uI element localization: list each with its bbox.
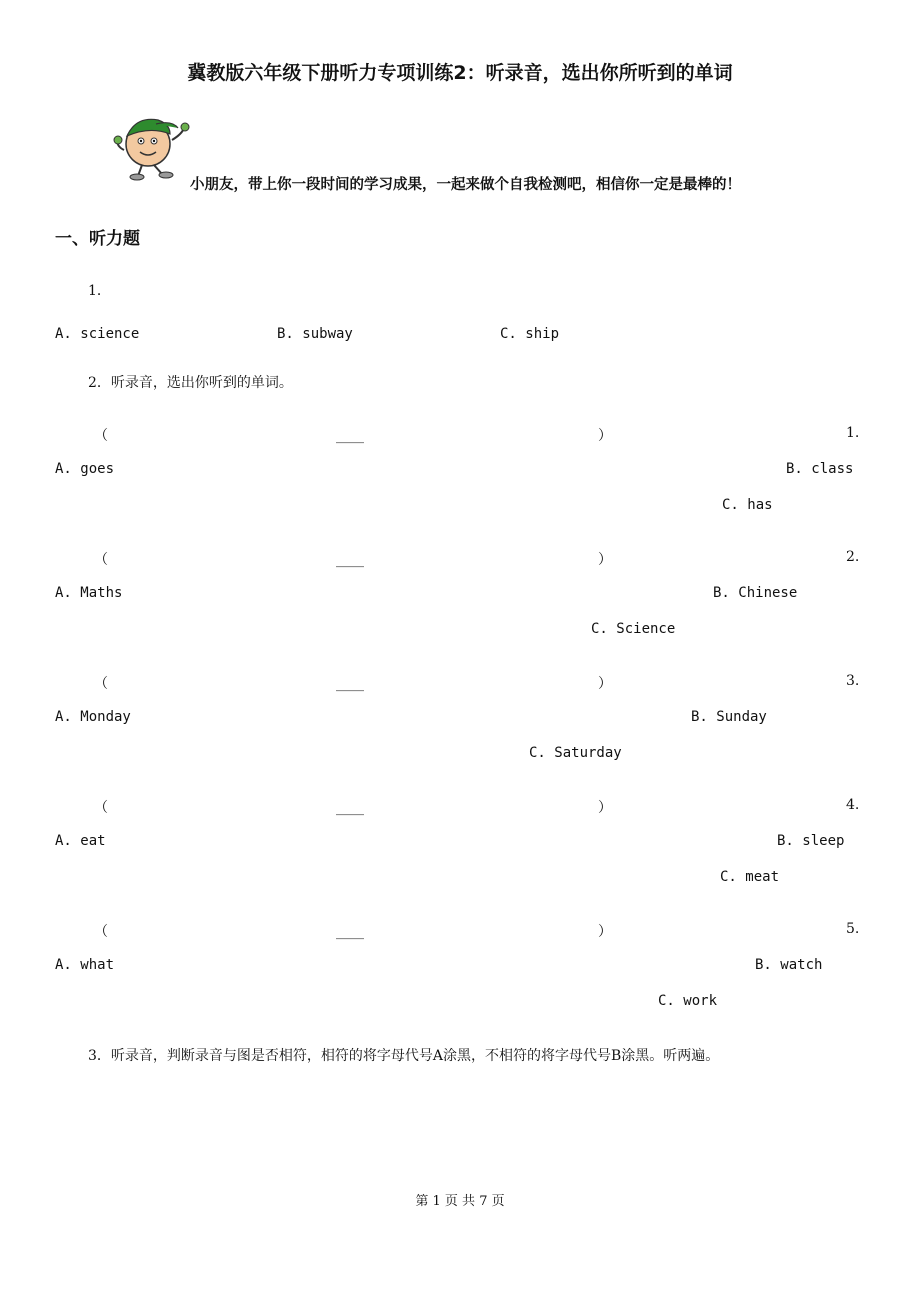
q2-item1-option-b[interactable]: B. class bbox=[786, 461, 854, 477]
q2-item1-blank[interactable]: ____ bbox=[336, 428, 364, 444]
q2-item1-close-paren: ） bbox=[598, 428, 612, 444]
q2-item5-number: 5. bbox=[846, 921, 860, 937]
q2-item1-open-paren: （ bbox=[94, 428, 108, 444]
q2-item2-option-a[interactable]: A. Maths bbox=[55, 585, 123, 601]
q2-item5-close-paren: ） bbox=[598, 924, 612, 940]
intro-text: 小朋友，带上你一段时间的学习成果，一起来做个自我检测吧，相信你一定是最棒的！ bbox=[190, 177, 741, 193]
q2-item2-blank[interactable]: ____ bbox=[336, 552, 364, 568]
q2-item3-option-c[interactable]: C. Saturday bbox=[529, 745, 622, 761]
q2-item4-blank[interactable]: ____ bbox=[336, 800, 364, 816]
q2-item2-option-b[interactable]: B. Chinese bbox=[713, 585, 798, 601]
q1-number: 1． bbox=[88, 283, 111, 299]
q2-item5-open-paren: （ bbox=[94, 924, 108, 940]
q2-item1-option-a[interactable]: A. goes bbox=[55, 461, 115, 477]
q1-option-c[interactable]: C. ship bbox=[500, 326, 560, 342]
q2-item1-option-c[interactable]: C. has bbox=[722, 497, 773, 513]
page-footer: 第 1 页 共 7 页 bbox=[415, 1194, 505, 1209]
q2-item3-number: 3. bbox=[846, 673, 860, 689]
q2-item1-number: 1. bbox=[846, 425, 860, 441]
q2-item4-number: 4. bbox=[846, 797, 860, 813]
q2-item2-option-c[interactable]: C. Science bbox=[591, 621, 676, 637]
q2-item3-option-a[interactable]: A. Monday bbox=[55, 709, 131, 725]
q1-option-b[interactable]: B. subway bbox=[277, 326, 353, 342]
q2-item3-close-paren: ） bbox=[598, 676, 612, 692]
q2-item2-open-paren: （ bbox=[94, 552, 108, 568]
q2-item2-close-paren: ） bbox=[598, 552, 612, 568]
q2-item4-open-paren: （ bbox=[94, 800, 108, 816]
q2-item3-option-b[interactable]: B. Sunday bbox=[691, 709, 767, 725]
q2-item4-option-c[interactable]: C. meat bbox=[720, 869, 780, 885]
q3-stem: 3．听录音，判断录音与图是否相符，相符的将字母代号A涂黑，不相符的将字母代号B涂黑。听两遍。 bbox=[88, 1048, 720, 1064]
q2-item5-option-c[interactable]: C. work bbox=[658, 993, 718, 1009]
q2-item3-open-paren: （ bbox=[94, 676, 108, 692]
q2-item4-close-paren: ） bbox=[598, 800, 612, 816]
q2-item4-option-b[interactable]: B. sleep bbox=[777, 833, 845, 849]
q2-stem: 2．听录音，选出你听到的单词。 bbox=[88, 375, 293, 391]
q2-item3-blank[interactable]: ____ bbox=[336, 676, 364, 692]
q2-item5-blank[interactable]: ____ bbox=[336, 924, 364, 940]
q2-item2-number: 2. bbox=[846, 549, 860, 565]
q2-item5-option-b[interactable]: B. watch bbox=[755, 957, 823, 973]
q1-option-a[interactable]: A. science bbox=[55, 326, 140, 342]
cartoon-mascot-icon bbox=[110, 110, 192, 182]
section-heading: 一、听力题 bbox=[55, 229, 140, 249]
page-title: 冀教版六年级下册听力专项训练2：听录音，选出你所听到的单词 bbox=[187, 62, 733, 84]
q2-item4-option-a[interactable]: A. eat bbox=[55, 833, 106, 849]
q2-item5-option-a[interactable]: A. what bbox=[55, 957, 115, 973]
